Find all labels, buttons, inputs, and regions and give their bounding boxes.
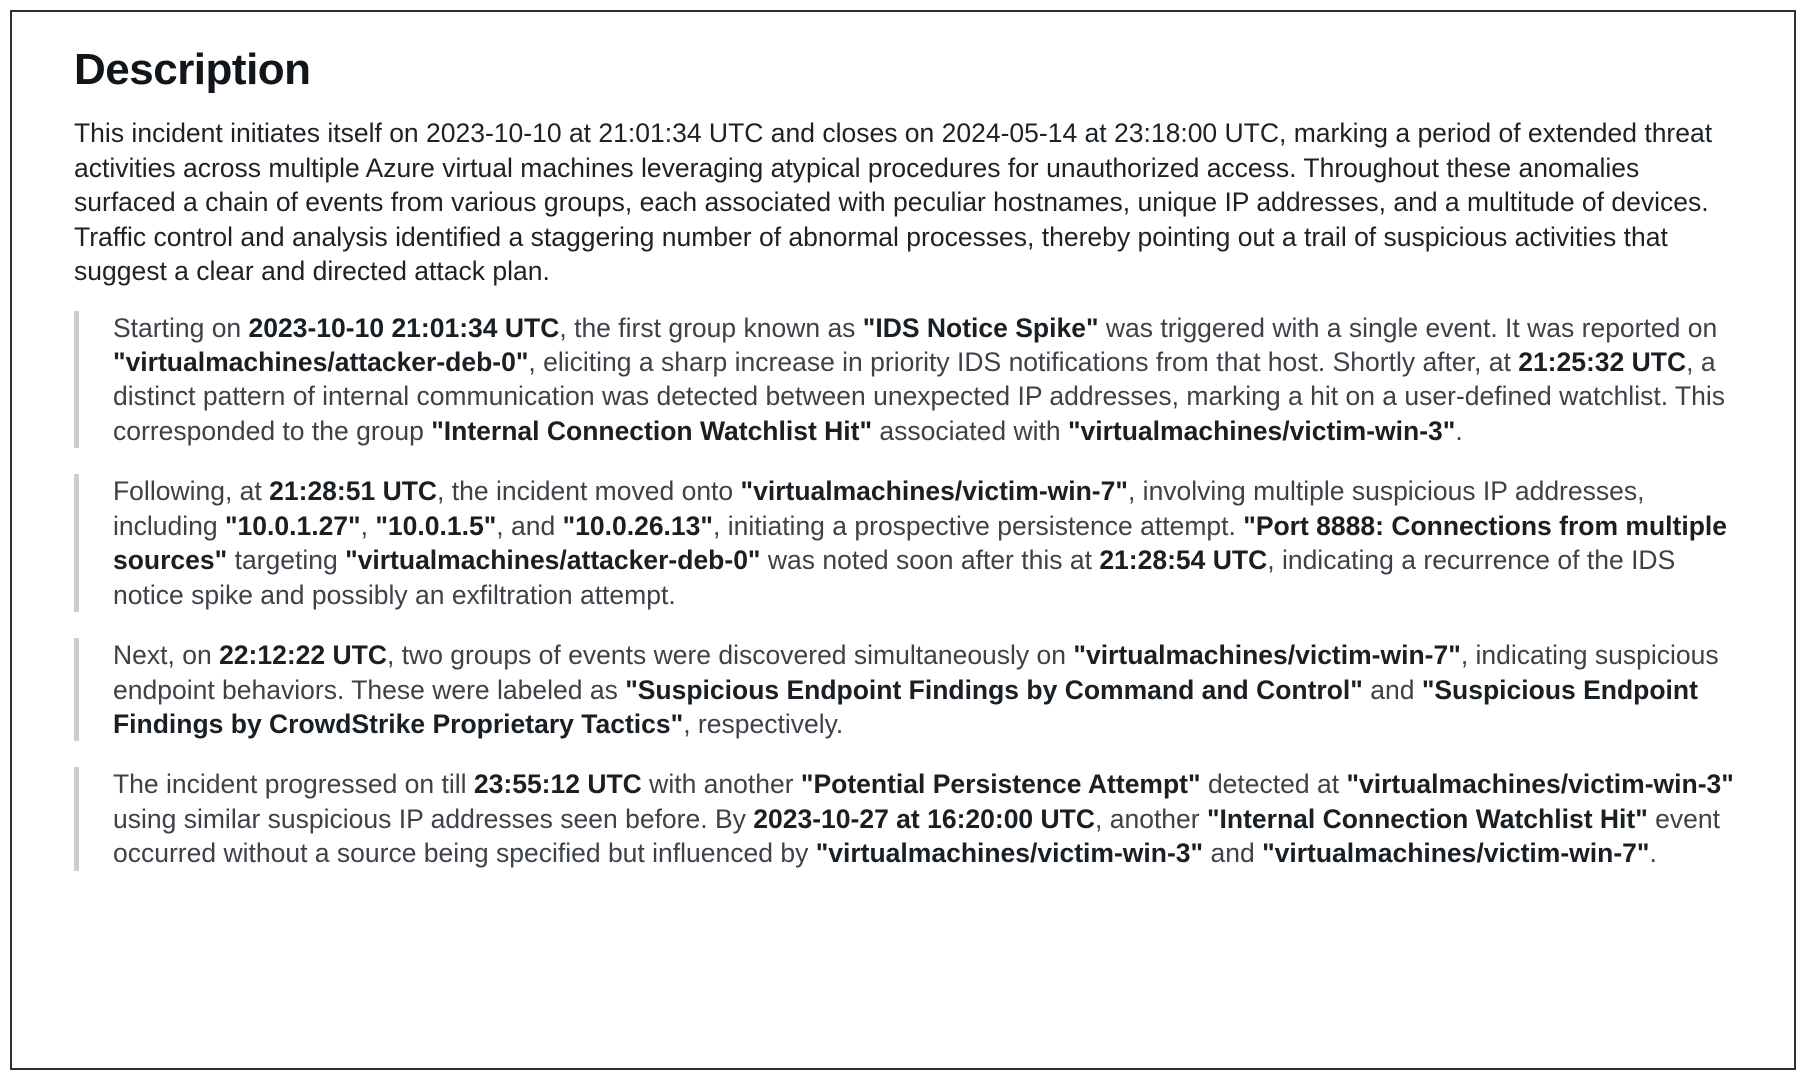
description-card bbox=[10, 10, 1796, 1070]
incident-summary-paragraph: This incident initiates itself on 2023-10-10 at 21:01:34 UTC and closes on 2024-05-14 at 23:18:00 UTC, marking a period of extended threat activities across multiple Azure virtual machines leveraging atypical procedures for unauthorized access. Throughout these anomalies surfaced a chain of events from various groups, each associated with peculiar hostnames, unique IP addresses, and a multitude of devices. Traffic control and analysis identified a staggering number of abnormal processes, thereby pointing out a trail of suspicious activities that suggest a clear and directed attack plan. bbox=[74, 118, 1713, 287]
timeline-quote-4: The incident progressed on till 23:55:12 UTC with another "Potential Persistence Attempt" detected at "virtualmachines/victim-win-3" using similar suspicious IP addresses seen before. By 2023-10-27 at 16:20:00 UTC, another "Internal Connection Watchlist Hit" event occurred without a source being specified but influenced by "virtualmachines/victim-win-3" and "virtualmachines/victim-win-7". bbox=[74, 767, 1743, 870]
timeline-quote-3: Next, on 22:12:22 UTC, two groups of events were discovered simultaneously on "virtualmachines/victim-win-7", indicating suspicious endpoint behaviors. These were labeled as "Suspicious Endpoint Findings by Command and Control" and "Suspicious Endpoint Findings by CrowdStrike Proprietary Tactics", respectively. bbox=[74, 638, 1743, 741]
page-title: Description bbox=[74, 45, 311, 94]
timeline-quote-list bbox=[74, 311, 1748, 871]
timeline-quote-1: Starting on 2023-10-10 21:01:34 UTC, the first group known as "IDS Notice Spike" was triggered with a single event. It was reported on "virtualmachines/attacker-deb-0", eliciting a sharp increase in priority IDS notifications from that host. Shortly after, at 21:25:32 UTC, a distinct pattern of internal communication was detected between unexpected IP addresses, marking a hit on a user-defined watchlist. This corresponded to the group "Internal Connection Watchlist Hit" associated with "virtualmachines/victim-win-3". bbox=[74, 311, 1743, 449]
timeline-quote-2: Following, at 21:28:51 UTC, the incident moved onto "virtualmachines/victim-win-7", involving multiple suspicious IP addresses, including "10.0.1.27", "10.0.1.5", and "10.0.26.13", initiating a prospective persistence attempt. "Port 8888: Connections from multiple sources" targeting "virtualmachines/attacker-deb-0" was noted soon after this at 21:28:54 UTC, indicating a recurrence of the IDS notice spike and possibly an exfiltration attempt. bbox=[74, 474, 1743, 612]
